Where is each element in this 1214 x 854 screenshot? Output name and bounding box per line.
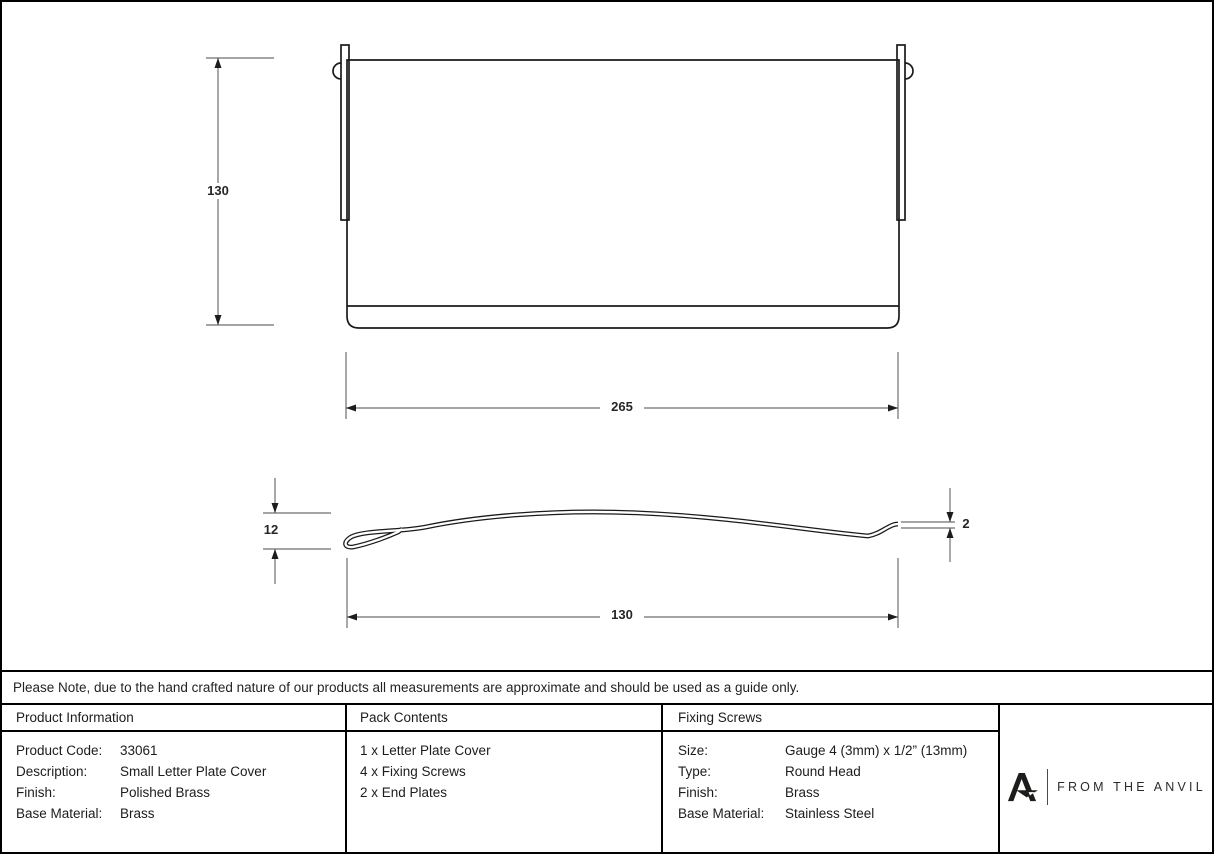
row-label: Size:	[678, 743, 709, 758]
table-row	[678, 782, 998, 803]
row-label: Product Code:	[16, 743, 103, 758]
plate-outline	[347, 60, 899, 328]
row-value: Small Letter Plate Cover	[120, 764, 267, 779]
list-item: 2 x End Plates	[360, 785, 448, 800]
product-information-body	[2, 732, 347, 852]
row-label: Base Material:	[16, 806, 103, 821]
list-item: 1 x Letter Plate Cover	[360, 743, 491, 758]
row-value: Polished Brass	[120, 785, 211, 800]
side-height-dimension-label: 12	[254, 522, 288, 538]
measurement-note	[2, 672, 1212, 705]
right-pivot-knob	[905, 63, 913, 79]
table-row	[16, 782, 345, 803]
row-value: Stainless Steel	[785, 806, 875, 821]
technical-drawing-area	[2, 2, 1212, 672]
row-value: Brass	[120, 806, 155, 821]
table-row	[678, 740, 998, 761]
dimension-lines	[206, 58, 958, 628]
front-view	[333, 45, 913, 328]
fixing-screws-header: Fixing Screws	[663, 705, 1000, 732]
row-label: Finish:	[678, 785, 718, 800]
side-view	[346, 512, 898, 547]
note-text: Please Note, due to the hand crafted nature of our products all measurements are approximate and should be used as a guide only.	[13, 680, 800, 695]
pack-contents-body	[347, 732, 663, 852]
fixing-screws-body	[663, 732, 1000, 852]
row-label: Finish:	[16, 785, 56, 800]
row-label: Description:	[16, 764, 88, 779]
pack-contents-header: Pack Contents	[347, 705, 663, 732]
brand-name: FROM THE ANVIL	[1057, 779, 1206, 794]
row-label: Base Material:	[678, 806, 765, 821]
anvil-logo-icon	[1006, 772, 1038, 802]
logo-divider	[1047, 769, 1048, 805]
table-row	[16, 740, 345, 761]
table-row	[678, 803, 998, 824]
product-information-header: Product Information	[2, 705, 347, 732]
brand-cell	[1000, 705, 1212, 852]
dimension-arrowheads	[215, 58, 954, 621]
table-row	[16, 803, 345, 824]
list-item: 4 x Fixing Screws	[360, 764, 466, 779]
row-value: 33061	[120, 743, 158, 758]
row-label: Type:	[678, 764, 712, 779]
front-width-dimension-label: 265	[600, 399, 644, 415]
technical-drawing	[2, 2, 1212, 670]
side-width-dimension-label: 130	[600, 607, 644, 623]
left-pivot-knob	[333, 63, 341, 79]
front-height-dimension-label: 130	[197, 183, 239, 199]
row-value: Gauge 4 (3mm) x 1/2” (13mm)	[785, 743, 968, 758]
row-value: Round Head	[785, 764, 861, 779]
thickness-dimension-label: 2	[955, 516, 977, 532]
table-row	[16, 761, 345, 782]
row-value: Brass	[785, 785, 820, 800]
spec-table	[2, 705, 1212, 852]
table-row	[678, 761, 998, 782]
